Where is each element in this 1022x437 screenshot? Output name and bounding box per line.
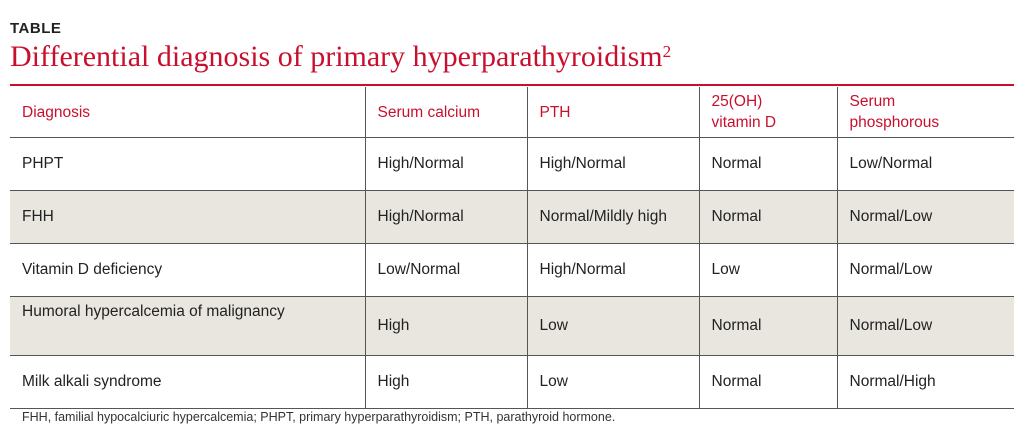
title-reference: 2 xyxy=(662,42,672,61)
cell-diagnosis: FHH xyxy=(10,191,365,244)
cell-diagnosis: Humoral hypercalcemia of malignancy xyxy=(10,297,365,356)
cell-serum-calcium: High xyxy=(365,297,527,356)
cell-serum-phosphorous: Normal/Low xyxy=(837,191,1014,244)
cell-pth: Low xyxy=(527,356,699,409)
cell-diagnosis: PHPT xyxy=(10,138,365,191)
table-row xyxy=(10,297,1014,356)
header-serum-phosphorous xyxy=(837,87,1014,138)
title-text: Differential diagnosis of primary hyperparathyroidism xyxy=(10,40,663,73)
header-vitamin-d xyxy=(699,87,837,138)
cell-diagnosis: Vitamin D deficiency xyxy=(10,244,365,297)
cell-vitamin-d: Low xyxy=(699,244,837,297)
cell-pth: High/Normal xyxy=(527,138,699,191)
cell-serum-calcium: Low/Normal xyxy=(365,244,527,297)
cell-vitamin-d: Normal xyxy=(699,356,837,409)
header-serum-calcium: Serum calcium xyxy=(365,87,527,138)
table-row xyxy=(10,191,1014,244)
diagnosis-table xyxy=(10,87,1014,409)
cell-serum-phosphorous: Normal/Low xyxy=(837,297,1014,356)
cell-serum-calcium: High/Normal xyxy=(365,138,527,191)
cell-serum-phosphorous: Normal/Low xyxy=(837,244,1014,297)
cell-vitamin-d: Normal xyxy=(699,297,837,356)
header-diagnosis: Diagnosis xyxy=(10,87,365,138)
cell-pth: Normal/Mildly high xyxy=(527,191,699,244)
table-row xyxy=(10,244,1014,297)
cell-pth: Low xyxy=(527,297,699,356)
cell-serum-phosphorous: Normal/High xyxy=(837,356,1014,409)
table-row xyxy=(10,356,1014,409)
cell-serum-phosphorous: Low/Normal xyxy=(837,138,1014,191)
header-pth: PTH xyxy=(527,87,699,138)
table-footnote: FHH, familial hypocalciuric hypercalcemia; PHPT, primary hyperparathyroidism; PTH, parathyroid hormone. xyxy=(22,410,616,424)
header-serum-phosphorous-text: Serum phosphorous xyxy=(849,93,940,131)
header-vitamin-d-text: 25(OH) vitamin D xyxy=(711,93,777,131)
cell-vitamin-d: Normal xyxy=(699,191,837,244)
table-label: TABLE xyxy=(10,20,62,37)
cell-pth: High/Normal xyxy=(527,244,699,297)
table-row xyxy=(10,138,1014,191)
header-row xyxy=(10,87,1014,138)
cell-diagnosis: Milk alkali syndrome xyxy=(10,356,365,409)
cell-serum-calcium: High xyxy=(365,356,527,409)
cell-vitamin-d: Normal xyxy=(699,138,837,191)
table-title xyxy=(10,40,671,74)
title-rule xyxy=(10,84,1014,86)
cell-serum-calcium: High/Normal xyxy=(365,191,527,244)
